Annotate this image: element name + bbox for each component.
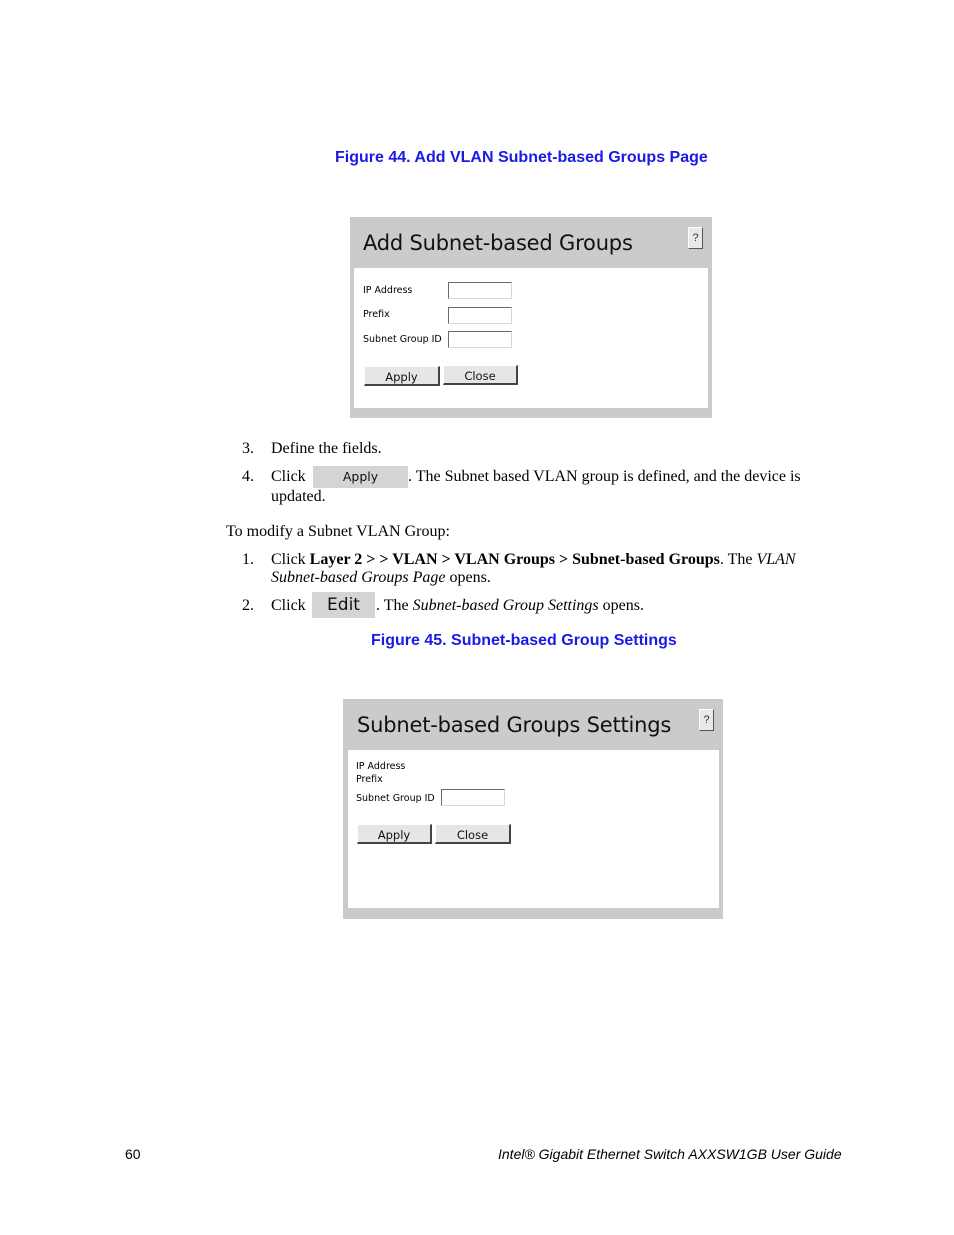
ip-address-label: IP Address: [356, 761, 406, 772]
dialog-title: Add Subnet-based Groups: [363, 231, 633, 255]
menu-path: Layer 2 > > VLAN > VLAN Groups > Subnet-based Groups: [309, 551, 720, 568]
ip-address-label: IP Address: [363, 285, 413, 296]
close-button[interactable]: Close: [435, 824, 511, 844]
guide-title: Intel® Gigabit Ethernet Switch AXXSW1GB User Guide: [498, 1146, 842, 1162]
close-button[interactable]: Close: [443, 365, 518, 385]
prefix-input[interactable]: [448, 307, 512, 324]
step-2-text: . The Subnet-based Group Settings opens.: [376, 597, 644, 614]
step-2-number: 2.: [242, 597, 254, 614]
help-icon[interactable]: ?: [699, 709, 714, 731]
step-1-line-2: Subnet-based Groups Page opens.: [271, 569, 491, 586]
inline-edit-button: Edit: [312, 592, 375, 618]
subnet-group-id-input[interactable]: [441, 789, 505, 806]
step-1-line: Click Layer 2 > > VLAN > VLAN Groups > Subnet-based Groups. The VLAN: [271, 551, 796, 568]
step-1-number: 1.: [242, 551, 254, 568]
subnet-group-settings-dialog: [343, 699, 723, 919]
prefix-label: Prefix: [363, 309, 390, 320]
step-2-click: Click: [271, 597, 306, 614]
step-4-number: 4.: [242, 468, 254, 485]
prefix-label: Prefix: [356, 774, 383, 785]
add-subnet-groups-dialog: [350, 217, 712, 418]
dialog-body: [354, 268, 708, 408]
modify-intro: To modify a Subnet VLAN Group:: [226, 523, 450, 540]
step-4-text: . The Subnet based VLAN group is defined, and the device is: [408, 468, 801, 485]
figure-45-caption: Figure 45. Subnet-based Group Settings: [371, 632, 677, 649]
dialog-title: Subnet-based Groups Settings: [357, 713, 672, 737]
step-4-click: Click: [271, 468, 306, 485]
subnet-group-id-label: Subnet Group ID: [356, 793, 435, 804]
step-3-text: Define the fields.: [271, 440, 382, 457]
subnet-group-id-label: Subnet Group ID: [363, 334, 442, 345]
apply-button[interactable]: Apply: [357, 824, 432, 844]
apply-button[interactable]: Apply: [364, 366, 440, 386]
page-number: 60: [125, 1146, 141, 1162]
subnet-group-id-input[interactable]: [448, 331, 512, 348]
step-3-number: 3.: [242, 440, 254, 457]
dialog-body: [348, 750, 719, 908]
ip-address-input[interactable]: [448, 282, 512, 299]
inline-apply-button: Apply: [313, 466, 408, 488]
figure-44-caption: Figure 44. Add VLAN Subnet-based Groups Page: [335, 149, 708, 166]
step-4-text-continued: updated.: [271, 488, 326, 505]
help-icon[interactable]: ?: [688, 227, 703, 249]
